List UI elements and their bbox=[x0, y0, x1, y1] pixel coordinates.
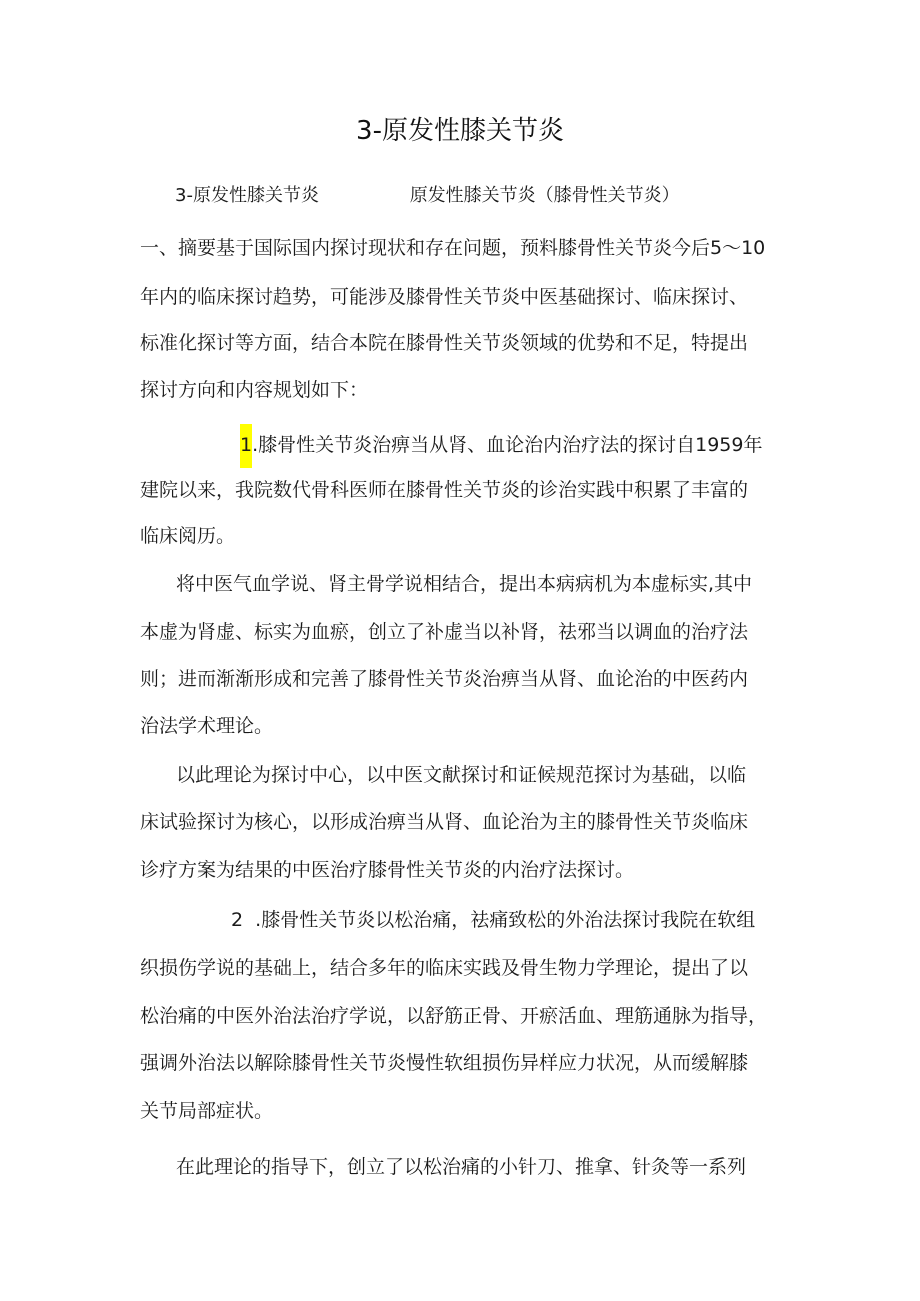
paragraph1-line-4: 探讨方向和内容规划如下： bbox=[140, 379, 369, 401]
paragraph2-line-2: 建院以来，我院数代骨科医师在膝骨性关节炎的诊治实践中积累了丰富的 bbox=[140, 479, 749, 501]
paragraph4-line-3: 诊疗方案为结果的中医治疗膝骨性关节炎的内治疗法探讨。 bbox=[140, 859, 635, 881]
paragraph5-line-3: 松治痛的中医外治法治疗学说，以舒筋正骨、开瘀活血、理筋通脉为指导， bbox=[140, 1005, 768, 1027]
subtitle-left: 3-原发性膝关节炎 bbox=[175, 185, 319, 206]
document-title: 3-原发性膝关节炎 bbox=[356, 116, 564, 146]
paragraph2-line-1-text: .膝骨性关节炎治痹当从肾、血论治内治疗法的探讨自1959年 bbox=[252, 434, 763, 456]
paragraph5-line-1: 2 .膝骨性关节炎以松治痛，祛痛致松的外治法探讨我院在软组 bbox=[231, 909, 756, 931]
paragraph1-line-1: 一、摘要基于国际国内探讨现状和存在问题，预料膝骨性关节炎今后5〜10 bbox=[140, 237, 766, 259]
highlighted-number: 1 bbox=[240, 424, 252, 468]
paragraph6-line-1: 在此理论的指导下，创立了以松治痛的小针刀、推拿、针灸等一系列 bbox=[176, 1156, 747, 1178]
paragraph1-line-3: 标准化探讨等方面，结合本院在膝骨性关节炎领域的优势和不足，特提出 bbox=[140, 332, 749, 354]
paragraph5-line-4: 强调外治法以解除膝骨性关节炎慢性软组损伤异样应力状况，从而缓解膝 bbox=[140, 1052, 749, 1074]
subtitle-right: 原发性膝关节炎（膝骨性关节炎） bbox=[409, 185, 680, 206]
paragraph4-line-2: 床试验探讨为核心，以形成治痹当从肾、血论治为主的膝骨性关节炎临床 bbox=[140, 811, 749, 833]
paragraph5-line-5: 关节局部症状。 bbox=[140, 1100, 274, 1122]
paragraph2-line-3: 临床阅历。 bbox=[140, 525, 236, 547]
subtitle-row bbox=[175, 182, 680, 210]
paragraph4-line-1: 以此理论为探讨中心，以中医文献探讨和证候规范探讨为基础，以临 bbox=[176, 764, 747, 786]
paragraph3-line-3: 则；进而渐渐形成和完善了膝骨性关节炎治痹当从肾、血论治的中医药内 bbox=[140, 668, 749, 690]
paragraph3-line-4: 治法学术理论。 bbox=[140, 715, 274, 737]
paragraph1-line-2: 年内的临床探讨趋势，可能涉及膝骨性关节炎中医基础探讨、临床探讨、 bbox=[140, 286, 749, 308]
paragraph3-line-1: 将中医气血学说、肾主骨学说相结合，提出本病病机为本虚标实,其中 bbox=[176, 573, 753, 595]
paragraph2-line-1 bbox=[240, 424, 763, 468]
paragraph5-line-2: 织损伤学说的基础上，结合多年的临床实践及骨生物力学理论，提出了以 bbox=[140, 957, 749, 979]
paragraph3-line-2: 本虚为肾虚、标实为血瘀，创立了补虚当以补肾，祛邪当以调血的治疗法 bbox=[140, 621, 749, 643]
